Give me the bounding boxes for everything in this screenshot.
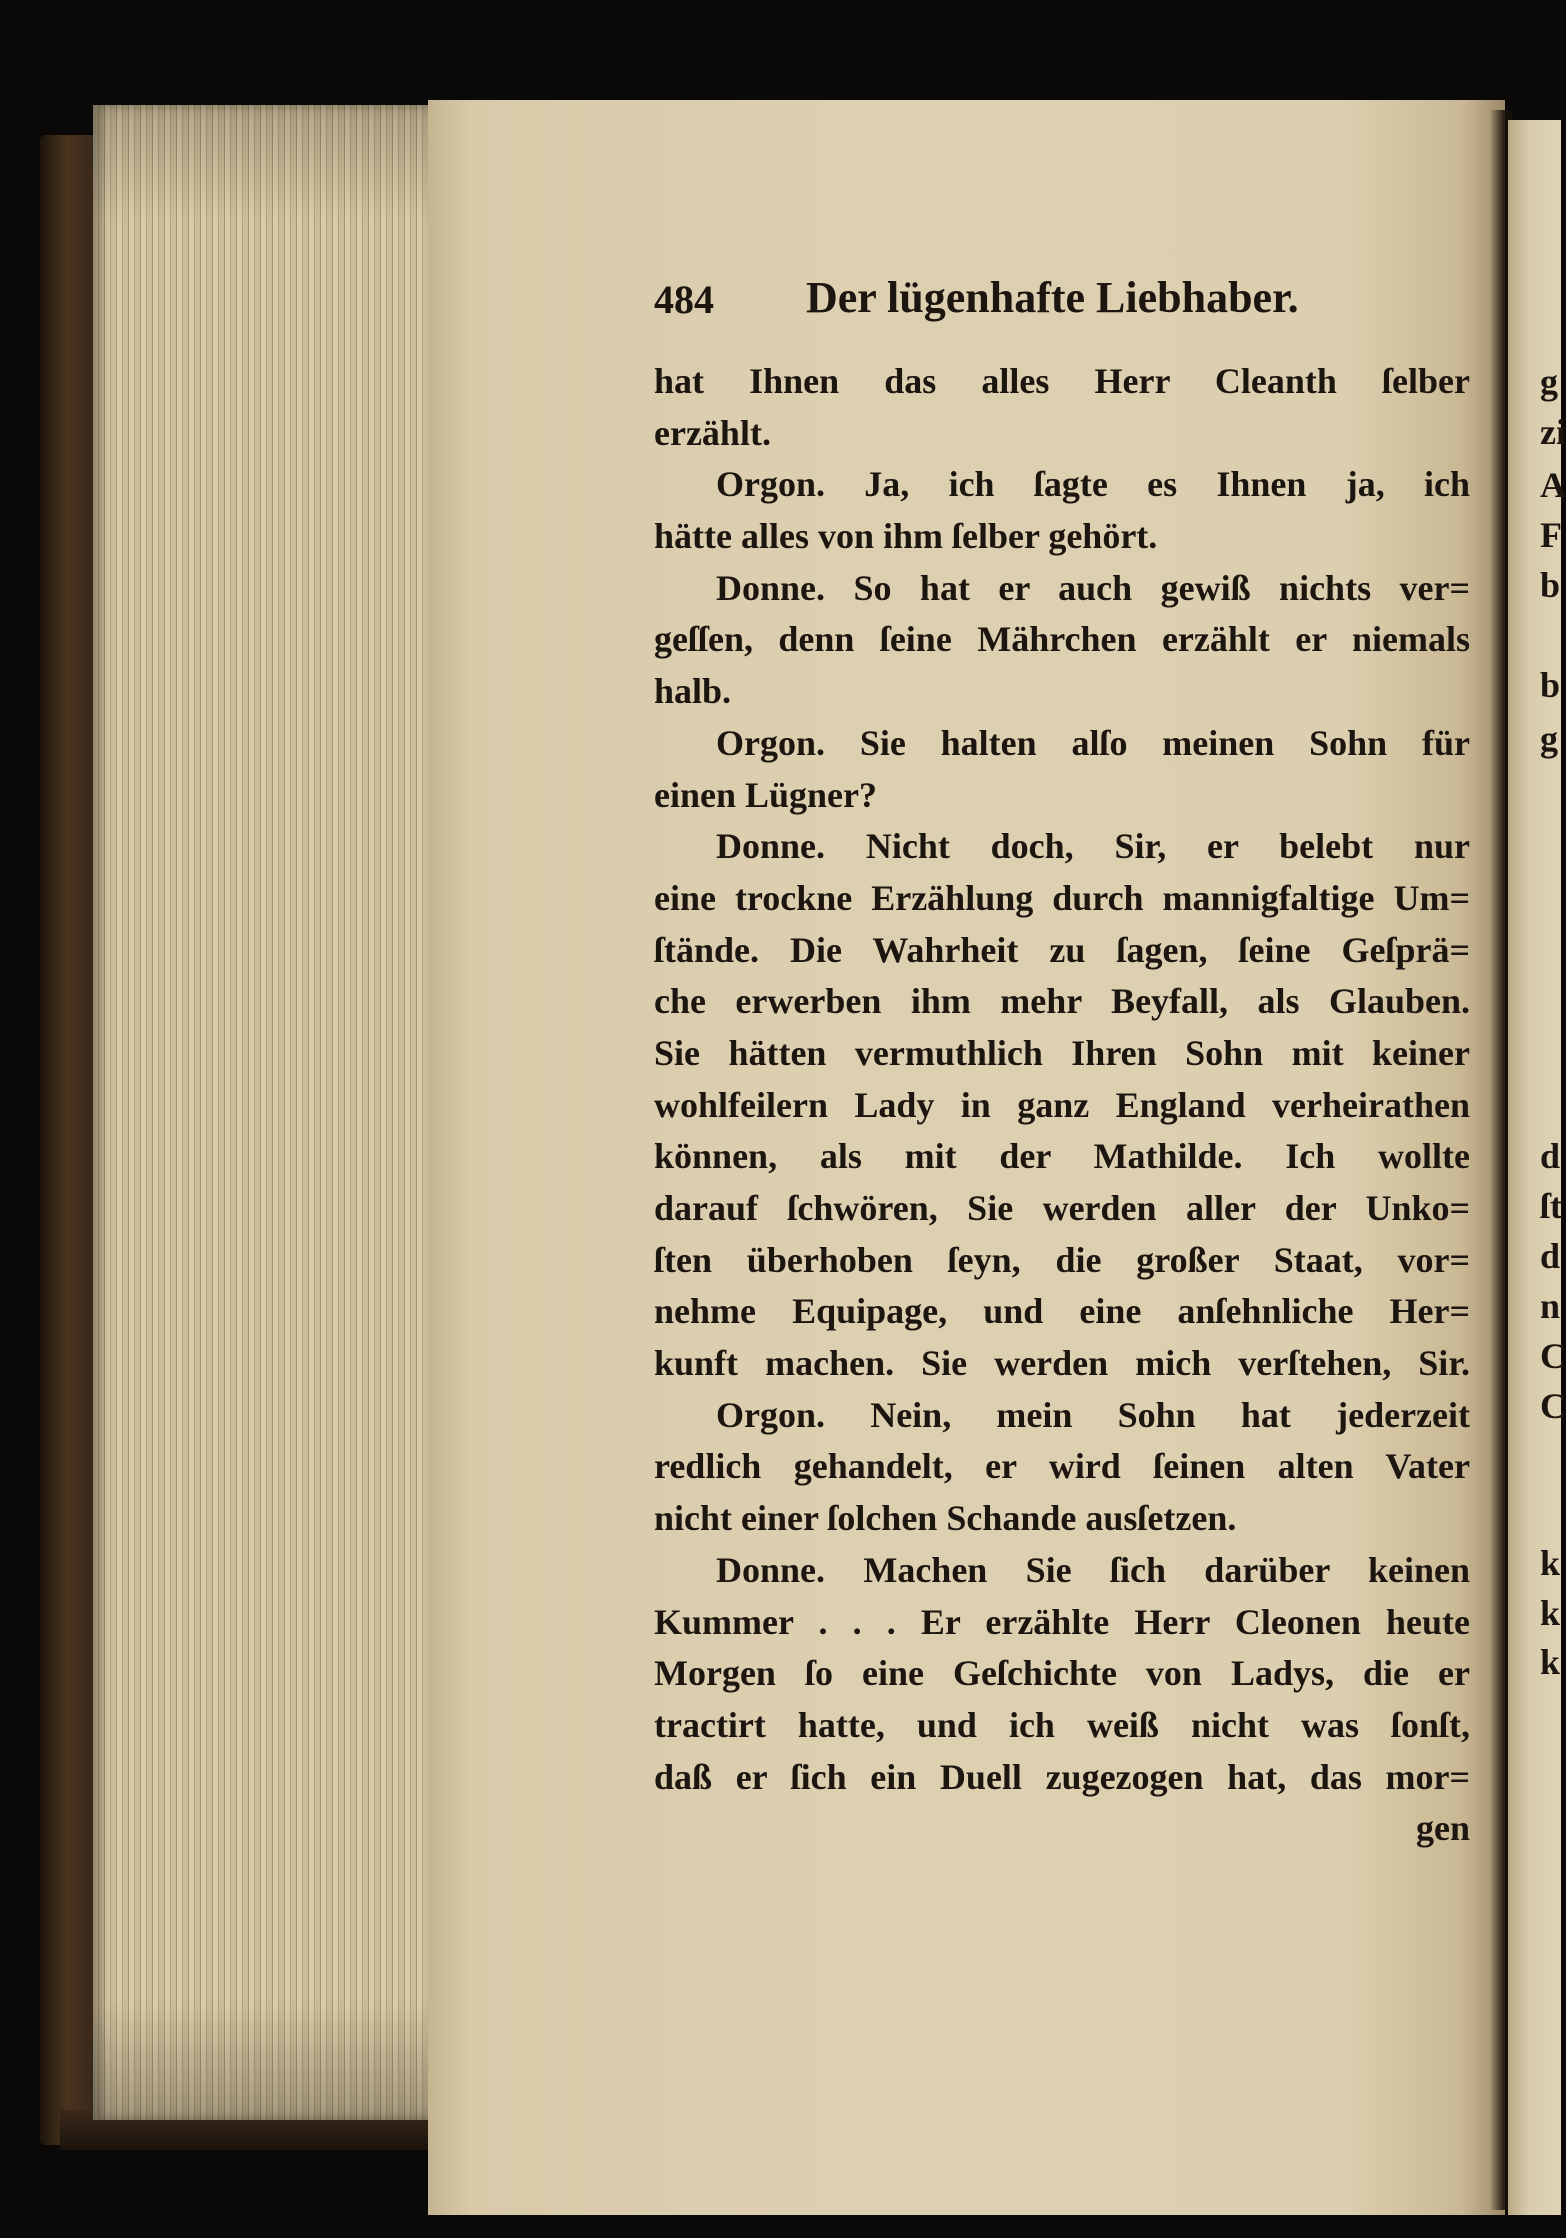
page-number: 484: [654, 277, 714, 322]
text-line: Kummer . . . Er erzählte Herr Cleonen heute: [654, 1601, 1470, 1642]
text-line: redlich gehandelt, er wird ſeinen alten Vater: [654, 1446, 1470, 1487]
text-line: darauf ſchwören, Sie werden aller der Unko=: [654, 1188, 1470, 1228]
facing-page-fragment: A: [1540, 465, 1566, 505]
text-line: Orgon. Sie halten alſo meinen Sohn für: [716, 722, 1470, 763]
facing-page-fragment: k: [1540, 1543, 1561, 1583]
text-line: einen Lügner?: [654, 774, 878, 815]
text-line: nehme Equipage, und eine anſehnliche Her=: [654, 1291, 1470, 1332]
text-line: halb.: [654, 671, 732, 712]
facing-page-fragment: C: [1540, 1336, 1566, 1376]
recto-page-fragment: [1508, 120, 1566, 2215]
facing-page-fragment: g: [1540, 719, 1558, 759]
body-text: [654, 356, 1470, 1855]
text-line: nicht einer ſolchen Schande ausſetzen.: [654, 1498, 1237, 1539]
text-line: Donne. Nicht doch, Sir, er belebt nur: [716, 826, 1470, 867]
text-line: ſten überhoben ſeyn, die großer Staat, vor=: [654, 1239, 1470, 1280]
facing-page-fragment: d: [1540, 1236, 1561, 1276]
catchword: gen: [1416, 1808, 1470, 1849]
stacked-page-edges: [93, 105, 430, 2120]
facing-page-fragment: k: [1540, 1642, 1561, 1682]
facing-page-fragment: b: [1540, 565, 1561, 605]
text-line: kunft machen. Sie werden mich verſtehen, Sir.: [654, 1343, 1470, 1384]
text-line: Donne. Machen Sie ſich darüber keinen: [716, 1549, 1470, 1590]
text-line: können, als mit der Mathilde. Ich wollte: [654, 1136, 1470, 1177]
text-line: Orgon. Nein, mein Sohn hat jederzeit: [716, 1394, 1470, 1435]
running-title: Der lügenhafte Liebhaber.: [806, 273, 1299, 322]
text-line: Orgon. Ja, ich ſagte es Ihnen ja, ich: [716, 464, 1470, 505]
text-line: Morgen ſo eine Geſchichte von Ladys, die er: [654, 1653, 1470, 1694]
facing-page-fragment: g: [1540, 362, 1558, 402]
facing-page-fragment: F: [1540, 515, 1562, 555]
text-line: Sie hätten vermuthlich Ihren Sohn mit keiner: [654, 1032, 1470, 1073]
facing-page-fragment: zi: [1540, 412, 1566, 452]
text-line: Donne. So hat er auch gewiß nichts ver=: [716, 567, 1470, 608]
facing-page-fragment: k: [1540, 1593, 1561, 1633]
text-line: wohlfeilern Lady in ganz England verheirathen: [654, 1084, 1470, 1125]
facing-page-fragment: n: [1540, 1286, 1561, 1326]
text-line: che erwerben ihm mehr Beyfall, als Glauben.: [654, 981, 1470, 1022]
text-line: daß er ſich ein Duell zugezogen hat, das mor=: [654, 1756, 1470, 1797]
text-line: ſtände. Die Wahrheit zu ſagen, ſeine Geſprä=: [654, 929, 1470, 970]
text-line: hat Ihnen das alles Herr Cleanth ſelber: [654, 361, 1470, 401]
text-line: geſſen, denn ſeine Mährchen erzählt er niemals: [654, 619, 1470, 660]
text-line: tractirt hatte, und ich weiß nicht was ſonſt,: [654, 1704, 1470, 1745]
text-line: erzählt.: [654, 412, 771, 453]
book-cover-edge: [40, 135, 100, 2145]
text-line: hätte alles von ihm ſelber gehört.: [654, 516, 1158, 557]
facing-page-fragment: d: [1540, 1136, 1561, 1176]
facing-page-fragment: C: [1540, 1386, 1566, 1426]
facing-page-fragment: ſt: [1540, 1186, 1562, 1226]
text-line: eine trockne Erzählung durch mannigfaltige Um=: [654, 877, 1470, 918]
facing-page-fragment: b: [1540, 665, 1561, 705]
